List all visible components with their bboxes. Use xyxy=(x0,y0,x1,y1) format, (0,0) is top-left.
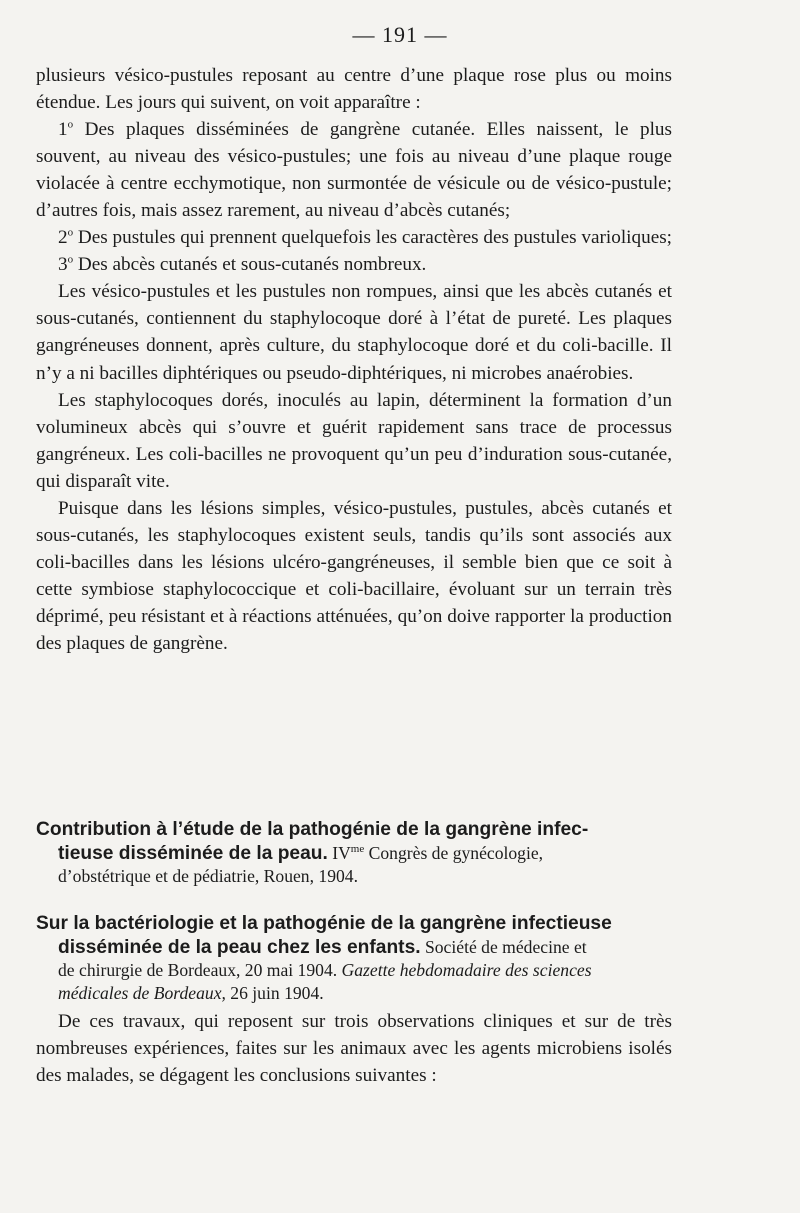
ordinal-sup: o xyxy=(67,226,74,239)
reference-journal-b: médicales de Bordeaux, xyxy=(58,982,226,1003)
reference-detail-line-2 xyxy=(36,982,674,1005)
reference-title-line1: Contribution à l’étude de la pathogénie de la gangrène infec- xyxy=(36,819,589,840)
reference-journal: Gazette hebdomadaire des sciences xyxy=(337,960,592,980)
paragraph-2 xyxy=(36,116,672,224)
reference-detail-b: de chirurgie de Bordeaux, 20 mai 1904. xyxy=(58,960,338,980)
closing-text xyxy=(36,1008,672,1089)
reference-detail-c: 26 juin 1904. xyxy=(225,982,324,1003)
ordinal-sup: o xyxy=(67,118,74,131)
list-number-2: 2 xyxy=(58,227,68,249)
reference-detail-b: d’obstétrique et de pédiatrie, Rouen, 1904. xyxy=(58,866,358,886)
reference-title-cont xyxy=(36,842,674,866)
reference-2 xyxy=(36,912,674,1004)
paragraph-7: Puisque dans les lésions simples, vésico-pustules, pustules, abcès cutanés et sous-cutanés, les staphylocoques existent seuls, tandis qu’ils sont associés aux coli-bacilles dans les lésions ulcéro-gangréneuses, il semble bien que ce soit à cette symbiose staphylococcique et coli-bacillaire, évoluant sur un terrain très déprimé, peu résistant et à réactions atténuées, qu’on doive rapporter la production des plaques de gangrène. xyxy=(36,497,672,654)
reference-title-line1: Sur la bactériologie et la pathogénie de la gangrène infectieuse xyxy=(36,913,612,934)
reference-title-cont xyxy=(36,936,674,960)
paragraph-6: Les staphylocoques dorés, inoculés au lapin, déterminent la formation d’un volumineux abcès qui s’ouvre et guérit rapidement sans trace de processus gangréneux. Les coli-bacilles ne provoquent qu’un peu d’induration sous-cutanée, qui disparaît vite. xyxy=(36,389,672,492)
reference-1 xyxy=(36,818,674,888)
list-number-3: 3 xyxy=(58,254,68,276)
list-text-3: Des abcès cutanés et sous-cutanés nombreux. xyxy=(73,254,427,276)
reference-title xyxy=(36,912,674,936)
reference-title xyxy=(36,818,674,842)
page-number: — 191 — xyxy=(352,22,448,47)
closing-paragraph: De ces travaux, qui reposent sur trois observations cliniques et sur de très nombreuses expériences, faites sur les animaux avec les agents microbiens isolés des malades, se dégagent les conclusions suivantes : xyxy=(36,1011,672,1087)
paragraph-3 xyxy=(36,224,672,251)
list-text-2: Des pustules qui prennent quelquefois les caractères des pustules varioliques; xyxy=(73,227,673,249)
main-text xyxy=(36,62,672,657)
paragraph-5: Les vésico-pustules et les pustules non rompues, ainsi que les abcès cutanés et sous-cutanés, contiennent du staphylocoque doré à l’état de pureté. Les plaques gangréneuses donnent, après culture, du staphylocoque doré et du coli-bacille. Il n’y a ni bacilles diphtériques ou pseudo-diphtériques, ni microbes anaérobies. xyxy=(36,281,672,384)
reference-title-line2: disséminée de la peau chez les enfants. xyxy=(58,936,421,958)
reference-title-line2: tieuse disséminée de la peau. xyxy=(58,842,328,864)
reference-detail-a: Société de médecine et xyxy=(420,936,587,957)
reference-roman-sup: me xyxy=(350,842,365,855)
paragraph-1: plusieurs vésico-pustules reposant au centre d’une plaque rose plus ou moins étendue. Les jours qui suivent, on voit apparaître : xyxy=(36,65,672,114)
reference-detail-a: Congrès de gynécologie, xyxy=(364,842,544,863)
list-text-1: Des plaques disséminées de gangrène cutanée. Elles naissent, le plus souvent, au niveau des vésico-pustules; une fois au niveau d’une plaque rouge violacée à centre ecchymotique, non surmontée de vésicule ou de vésico-pustule; d’autres fois, mais assez rarement, au niveau d’abcès cutanés; xyxy=(36,119,672,222)
ordinal-sup: o xyxy=(67,253,74,266)
paragraph-4 xyxy=(36,251,672,278)
list-number-1: 1 xyxy=(58,119,68,141)
reference-roman: IV xyxy=(332,842,351,863)
reference-detail-line xyxy=(36,959,674,982)
